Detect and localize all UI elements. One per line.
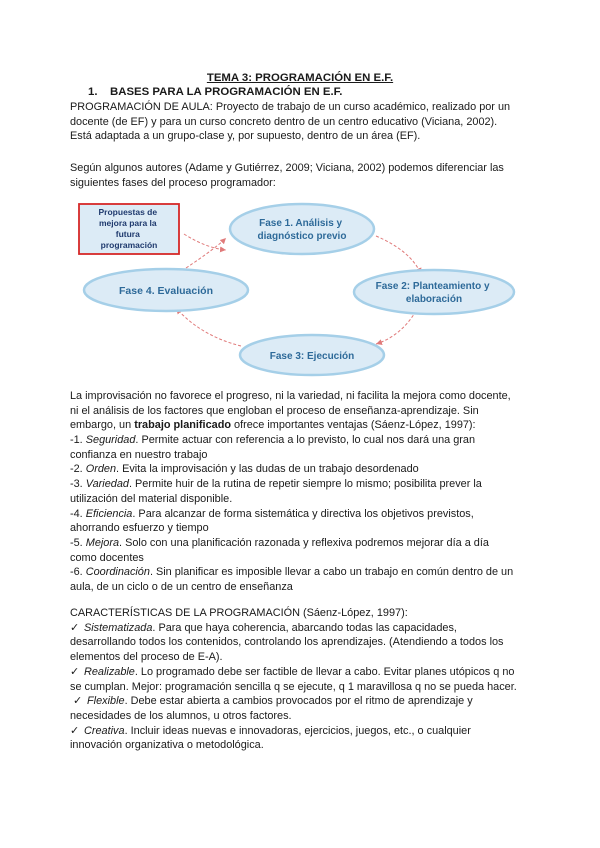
characteristics-heading: CARACTERÍSTICAS DE LA PROGRAMACIÓN (Sáenz-López, 1997): [70, 607, 408, 619]
advantage-6-term: Coordinación [85, 566, 150, 579]
advantage-6-num: -6. [70, 566, 86, 579]
advantage-2-line-1 [70, 462, 540, 477]
advantage-1-text: . Permite actuar con referencia a lo previsto, lo cual nos dará una gran [135, 434, 476, 446]
phase2-line-1: Fase 2: Planteamiento y [375, 281, 490, 292]
proposals-line-4: programación [100, 240, 158, 250]
intro-line-1: Proyecto de trabajo de un curso académico, realizado por un [212, 101, 511, 113]
advantages-list [70, 433, 540, 595]
check-icon: ✓ [73, 695, 83, 708]
char-3-text: . Debe estar abierta a cambios provocados por el ritmo de aprendizaje y [124, 695, 473, 708]
section-heading-text: BASES PARA LA PROGRAMACIÓN EN E.F. [110, 86, 343, 98]
advantage-3-num: -3. [70, 478, 86, 491]
section-heading [88, 86, 342, 98]
arrow-proposals-to-phase1 [184, 234, 226, 250]
authors-paragraph [70, 161, 540, 190]
intro-line-3: Está adaptada a un grupo-clase y, por supuesto, dentro de un área (EF). [70, 130, 421, 143]
char-2-line-1 [70, 665, 540, 680]
advantage-3-line-2: utilización del material disponible. [70, 492, 233, 505]
phase2-line-2: elaboración [405, 294, 463, 305]
char-3-line-1 [70, 694, 540, 709]
char-1-term: Sistematizada [84, 621, 153, 634]
phase1-ellipse [230, 204, 374, 254]
arrow-phase1-to-phase2 [376, 236, 421, 274]
check-icon: ✓ [70, 724, 80, 737]
advantage-5-line-1 [70, 536, 540, 551]
advantage-4-term: Eficiencia [85, 507, 133, 520]
char-4-line-2: innovación organizativa o metodológica. [70, 739, 264, 752]
phase4-label: Fase 4. Evaluación [119, 285, 213, 297]
advantage-1-line-1 [70, 433, 540, 448]
section-number: 1. [88, 86, 98, 98]
check-icon: ✓ [70, 621, 80, 634]
phase1-line-1: Fase 1. Análisis y [259, 218, 343, 229]
advantage-6-text: . Sin planificar es imposible llevar a cabo un trabajo en común dentro de un [149, 566, 514, 579]
advantage-3-line-1 [70, 477, 540, 492]
advantage-5-num: -5. [70, 536, 86, 549]
document-title: TEMA 3: PROGRAMACIÓN EN E.F. [206, 72, 394, 84]
advantage-5-term: Mejora [85, 536, 120, 549]
improv-line-3-post: ofrece importantes ventajas (Sáenz-López, 1997): [231, 419, 476, 432]
char-3-line-2: necesidades de los alumnos, u otros factores. [70, 709, 292, 722]
char-3-term: Flexible [87, 695, 125, 708]
advantage-1-num: -1. [70, 434, 86, 446]
advantage-1-line-2: confianza en nuestro trabajo [70, 448, 208, 461]
intro-line-2: docente (de EF) y para un curso concreto dentro de un centro educativo (Viciana, 2002). [70, 115, 498, 128]
char-4-term: Creativa [84, 724, 125, 737]
char-1-line-2: desarrollando todos los contenidos, controlando los aprendizajes. (Atendiendo a todos los [70, 636, 504, 649]
advantage-4-num: -4. [70, 507, 86, 520]
authors-line-1: Según algunos autores (Adame y Gutiérrez, 2009; Viciana, 2002) podemos diferenciar las [70, 162, 504, 174]
advantage-2-num: -2. [70, 463, 86, 476]
char-2-line-2: se cumplan. Mejor: programación sencilla q se ejecute, q 1 maravillosa q no se pueda hacer. [70, 680, 517, 693]
char-4-line-1 [70, 724, 540, 739]
advantage-2-term: Orden [85, 463, 117, 476]
programming-cycle-diagram [76, 196, 526, 378]
advantage-4-line-2: ahorrando esfuerzo y tiempo [70, 522, 209, 535]
improv-line-2: ni el análisis de los factores que engloban el proceso de enseñanza-aprendizaje. Sin [70, 404, 479, 417]
advantage-3-term: Variedad [85, 478, 129, 491]
arrow-phase2-to-phase3 [376, 311, 416, 344]
arrow-phase3-to-phase4 [176, 308, 241, 346]
char-4-text: . Incluir ideas nuevas e innovadoras, ejercicios, juegos, etc., o cualquier [124, 724, 471, 737]
char-1-line-3: elementos del proceso de E-A). [70, 651, 223, 664]
advantage-3-text: . Permite huir de la rutina de repetir siempre lo mismo; posibilita prever la [128, 478, 482, 491]
char-2-text: . Lo programado debe ser factible de llevar a cabo. Evitar planes utópicos q no [134, 665, 515, 678]
improv-line-3 [70, 418, 540, 433]
char-2-term: Realizable [84, 665, 135, 678]
char-1-text: . Para que haya coherencia, abarcando todas las capacidades, [152, 621, 457, 634]
advantage-6-line-2: aula, de un ciclo o de un centro de enseñanza [70, 581, 293, 594]
advantage-4-line-1 [70, 507, 540, 522]
advantage-5-text: . Solo con una planificación razonada y reflexiva podremos mejorar día a día [119, 536, 489, 549]
intro-lead: PROGRAMACIÓN DE AULA: [70, 101, 213, 113]
advantage-5-line-2: como docentes [70, 551, 144, 564]
improv-line-1: La improvisación no favorece el progreso, ni la variedad, ni facilita la mejora como docente, [70, 390, 511, 402]
proposals-line-1: Propuestas de [98, 207, 158, 217]
proposals-line-3: futura [115, 229, 140, 239]
advantage-1-term: Seguridad [85, 434, 136, 446]
proposals-line-2: mejora para la [98, 218, 157, 228]
improv-line-3-bold: trabajo planificado [134, 419, 232, 432]
improvisation-paragraph [70, 389, 540, 433]
char-1-line-1 [70, 621, 540, 636]
phase3-label: Fase 3: Ejecución [269, 351, 355, 362]
advantage-4-text: . Para alcanzar de forma sistemática y directiva los objetivos previstos, [132, 507, 474, 520]
phase1-line-2: diagnóstico previo [257, 231, 347, 242]
intro-paragraph [70, 100, 540, 144]
check-icon: ✓ [70, 665, 80, 678]
authors-line-2: siguientes fases del proceso programador: [70, 176, 276, 189]
improv-line-3-pre: embargo, un [70, 419, 135, 432]
phase2-ellipse [354, 270, 514, 314]
advantage-2-text: . Evita la improvisación y las dudas de un trabajo desordenado [116, 463, 419, 476]
advantage-6-line-1 [70, 565, 540, 580]
characteristics-section [70, 606, 540, 753]
arrow-phase4-to-phase1 [186, 238, 226, 268]
